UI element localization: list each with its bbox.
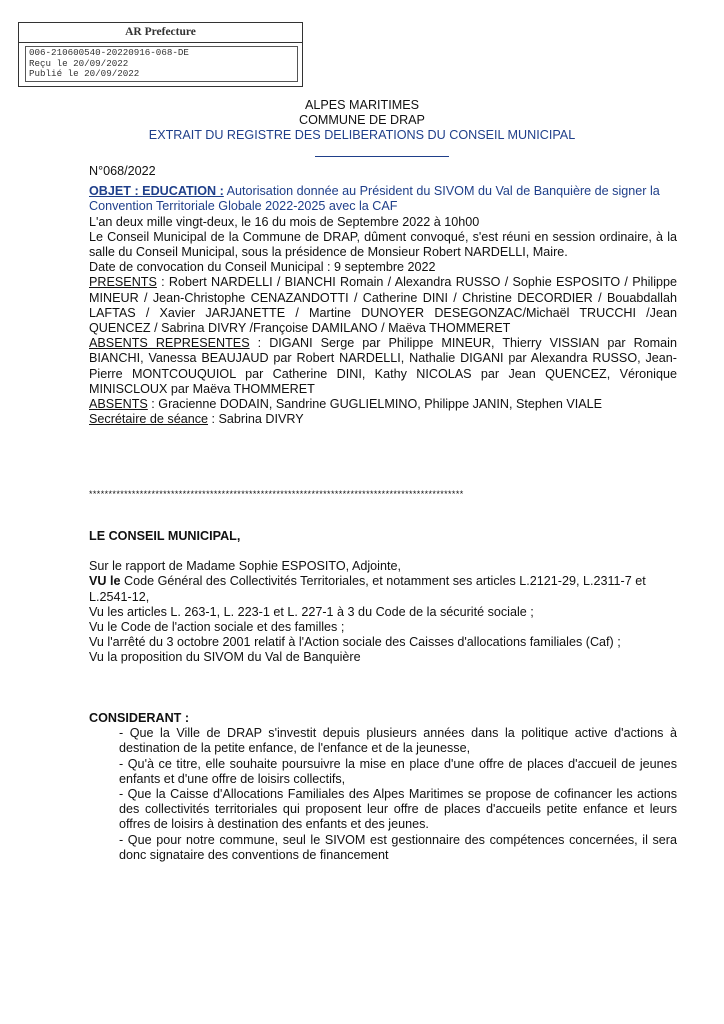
conseil-section	[89, 529, 677, 666]
absents-label: ABSENTS	[89, 397, 148, 412]
header-divider	[315, 156, 449, 157]
secretary-label: Secrétaire de séance	[89, 412, 209, 427]
presents-list	[89, 275, 677, 336]
presents-names: : Robert NARDELLI / BIANCHI Romain / Alexandra RUSSO / Sophie ESPOSITO / Philippe MINEUR / Jean-Christophe CENAZANDOTTI / Catherine DINI / Christine DECORDIER / Bouabdallah LAFTAS / Xavier JARJANETTE / Martine DUNOYER DESEGONZAC/Michaël TRUCCHI /Jean QUENCEZ / Sabrina DIVRY /Françoise DAMILANO / Maëva THOMMERET	[89, 275, 677, 336]
deliberation-object	[89, 184, 677, 214]
absents-names: : Gracienne DODAIN, Sandrine GUGLIELMINO, Philippe JANIN, Stephen VIALE	[147, 397, 603, 412]
department-name: ALPES MARITIMES	[304, 98, 420, 112]
absents-represented-list	[89, 336, 677, 397]
vu-label: VU le	[89, 574, 121, 589]
register-title: EXTRAIT DU REGISTRE DES DELIBERATIONS DU CONSEIL MUNICIPAL	[148, 128, 576, 142]
session-description: Le Conseil Municipal de la Commune de DRAP, dûment convoqué, s'est réuni en session ordinaire, à la salle du Conseil Municipal, sous la présidence de Monsieur Robert NARDELLI, Maire.	[89, 229, 677, 260]
stamp-published-date: Publié le 20/09/2022	[29, 68, 140, 79]
convocation-date: Date de convocation du Conseil Municipal : 9 septembre 2022	[89, 260, 436, 275]
considerant-item: - Qu'à ce titre, elle souhaite poursuivre la mise en place d'une offre de places d'accueil de jeunes enfants et d'une offre de loisirs collectifs,	[119, 756, 677, 786]
conseil-heading: LE CONSEIL MUNICIPAL,	[89, 529, 241, 543]
absents-represented-label: ABSENTS REPRESENTES	[89, 336, 250, 351]
vu-proposition: Vu la proposition du SIVOM du Val de Banquière	[89, 650, 361, 665]
document-header	[0, 98, 724, 157]
vu-arrete: Vu l'arrêté du 3 octobre 2001 relatif à l'Action sociale des Caisses d'allocations familiales (Caf) ;	[89, 635, 621, 650]
vu-cgct-text: Code Général des Collectivités Territoriales, et notamment ses articles L.2121-29, L.2311-7 et L.2541-12,	[89, 574, 646, 604]
vu-articles: Vu les articles L. 263-1, L. 223-1 et L. 227-1 à 3 du Code de la sécurité sociale ;	[89, 604, 534, 619]
absents-list	[89, 397, 677, 412]
considerant-item: - Que pour notre commune, seul le SIVOM est gestionnaire des compétences concernées, il sera donc signataire des conventions de financement	[119, 832, 677, 862]
separator-line: ************************************************************************************************	[89, 489, 464, 499]
considerant-item: - Que la Ville de DRAP s'investit depuis plusieurs années dans la politique active d'actions à destination de la petite enfance, de l'enfance et de la jeunesse,	[119, 726, 677, 756]
object-text: Autorisation donnée au Président du SIVOM du Val de Banquière de signer la Convention Territoriale Globale 2022-2025 avec la CAF	[89, 184, 660, 214]
stamp-received-date: Reçu le 20/09/2022	[29, 57, 129, 69]
vu-code-action-sociale: Vu le Code de l'action sociale et des familles ;	[89, 620, 345, 635]
rapport-line: Sur le rapport de Madame Sophie ESPOSITO, Adjointe,	[89, 559, 401, 574]
object-label: OBJET : EDUCATION :	[89, 184, 224, 199]
secretary-name: : Sabrina DIVRY	[208, 412, 304, 427]
absents-represented-names: : DIGANI Serge par Philippe MINEUR, Thierry VISSIAN par Romain BIANCHI, Vanessa BEAUJAUD par Robert NARDELLI, Nathalie DIGANI par Alexandra RUSSO, Jean-Pierre MONTCOUQUIOL par Catherine DINI, Kathy NICOLAS par Jean QUENCEZ, Véronique MINISCLOUX par Maëva THOMMERET	[89, 336, 677, 396]
considerant-heading: CONSIDERANT :	[89, 711, 190, 725]
considerant-section	[89, 711, 677, 863]
considerant-item: - Que la Caisse d'Allocations Familiales des Alpes Maritimes se propose de cofinancer les actions des collectivités territoriales qui proposent leur offre de places d'accueils petite enfance et leurs offres de loisirs à destination des enfants et des jeunes.	[119, 787, 677, 832]
commune-name: COMMUNE DE DRAP	[299, 113, 425, 127]
vu-cgct	[89, 574, 677, 604]
secretary-line	[89, 412, 677, 427]
stamp-title: AR Prefecture	[19, 23, 302, 43]
presents-label: PRESENTS	[89, 275, 157, 290]
stamp-reference: 006-210600540-20220916-068-DE	[29, 47, 189, 58]
deliberation-number: N°068/2022	[89, 164, 156, 178]
deliberation-info	[89, 164, 677, 427]
meeting-date: L'an deux mille vingt-deux, le 16 du mois de Septembre 2022 à 10h00	[89, 214, 480, 229]
stamp-details	[25, 46, 298, 82]
prefecture-stamp	[18, 22, 303, 87]
